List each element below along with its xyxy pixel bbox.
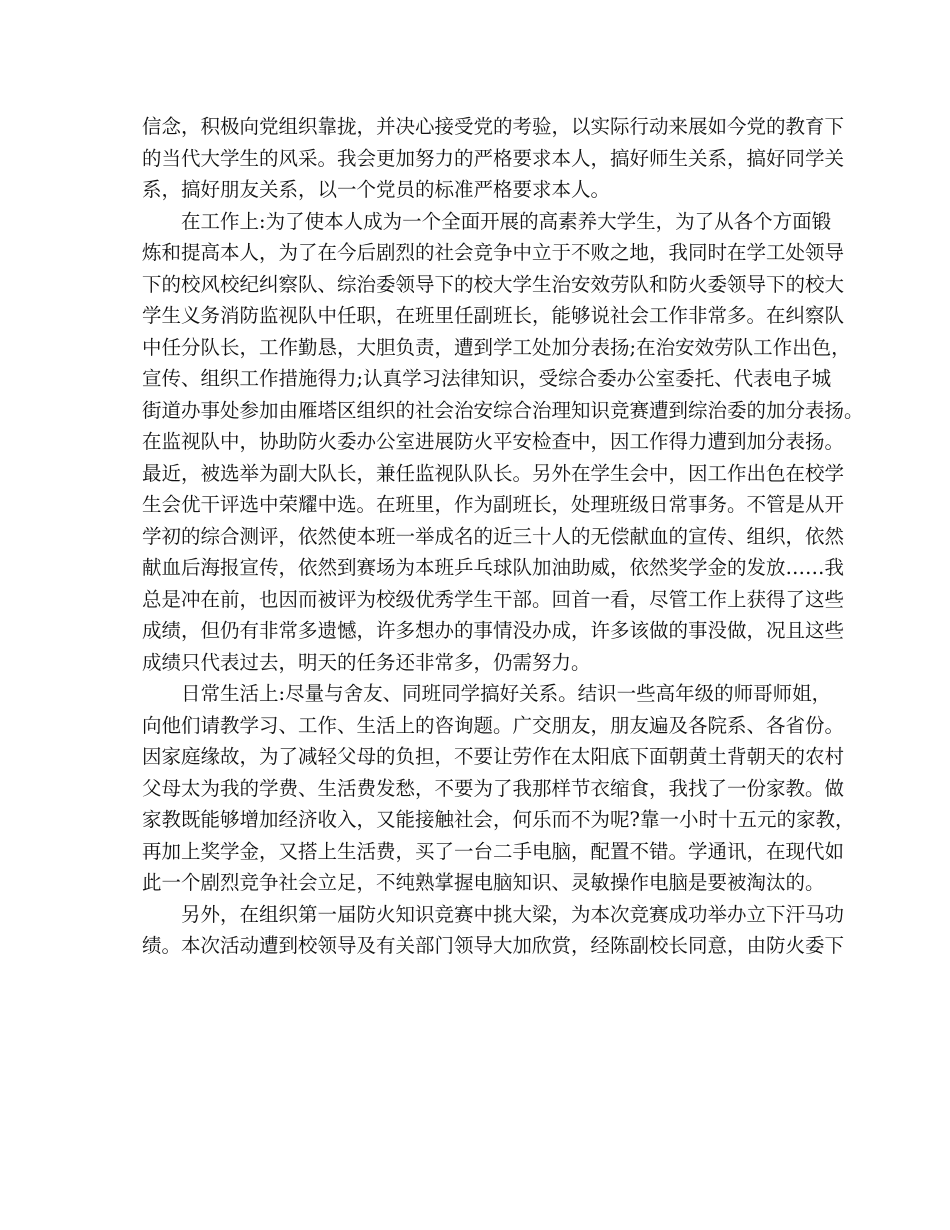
text-line: 因家庭缘故，为了减轻父母的负担，不要让劳作在太阳底下面朝黄土背朝天的农村 bbox=[142, 745, 845, 768]
text-line: 再加上奖学金，又搭上生活费，买了一台二手电脑，配置不错。学通讯，在现代如 bbox=[142, 839, 845, 863]
text-line: 献血后海报宣传，依然到赛场为本班乒乓球队加油助威，依然奖学金的发放……我 bbox=[142, 556, 845, 579]
text-line: 在监视队中，协助防火委办公室进展防火平安检查中，因工作得力遭到加分表扬。 bbox=[142, 430, 845, 453]
text-line: 宣传、组织工作措施得力;认真学习法律知识，受综合委办公室委托、代表电子城 bbox=[142, 367, 832, 390]
text-line: 最近，被选举为副大队长，兼任监视队队长。另外在学生会中，因工作出色在校学 bbox=[142, 461, 845, 485]
text-line: 生会优干评选中荣耀中选。在班里，作为副班长，处理班级日常事务。不管是从开 bbox=[142, 493, 845, 516]
text-line: 学初的综合测评，依然使本班一举成名的近三十人的无偿献血的宣传、组织，依然 bbox=[142, 524, 845, 548]
paragraph-start-line: 另外，在组织第一届防火知识竞赛中挑大梁，为本次竞赛成功举办立下汗马功 bbox=[181, 902, 845, 926]
paragraph-start-line: 日常生活上:尽量与舍友、同班同学搞好关系。结识一些高年级的师哥师姐， bbox=[181, 682, 832, 705]
paragraph-start-line: 在工作上:为了使本人成为一个全面开展的高素养大学生，为了从各个方面锻 bbox=[181, 209, 832, 233]
text-line: 此一个剧烈竞争社会立足，不纯熟掌握电脑知识、灵敏操作电脑是要被淘汰的。 bbox=[142, 871, 825, 894]
text-line: 炼和提高本人，为了在今后剧烈的社会竞争中立于不败之地，我同时在学工处领导 bbox=[142, 241, 845, 264]
text-line: 家教既能够增加经济收入，又能接触社会，何乐而不为呢?靠一小时十五元的家教， bbox=[142, 808, 855, 831]
text-line: 信念，积极向党组织靠拢，并决心接受党的考验，以实际行动来展如今党的教育下 bbox=[142, 115, 845, 138]
text-line: 向他们请教学习、工作、生活上的咨询题。广交朋友，朋友遍及各院系、各省份。 bbox=[142, 713, 845, 737]
text-line: 下的校风校纪纠察队、综治委领导下的校大学生治安效劳队和防火委领导下的校大 bbox=[142, 272, 845, 296]
text-line: 绩。本次活动遭到校领导及有关部门领导大加欣赏，经陈副校长同意，由防火委下 bbox=[142, 934, 845, 957]
text-line: 父母太为我的学费、生活费发愁，不要为了我那样节衣缩食，我找了一份家教。做 bbox=[142, 776, 845, 800]
text-line: 的当代大学生的风采。我会更加努力的严格要求本人，搞好师生关系，搞好同学关 bbox=[142, 146, 845, 170]
text-line: 系，搞好朋友关系，以一个党员的标准严格要求本人。 bbox=[142, 178, 611, 201]
text-line: 总是冲在前，也因而被评为校级优秀学生干部。回首一看，尽管工作上获得了这些 bbox=[142, 587, 845, 611]
text-line: 成绩只代表过去，明天的任务还非常多，仍需努力。 bbox=[142, 650, 591, 674]
text-line: 成绩，但仍有非常多遗憾，许多想办的事情没办成，许多该做的事没做，况且这些 bbox=[142, 619, 845, 642]
document-body bbox=[142, 111, 864, 962]
text-line: 中任分队长，工作勤恳，大胆负责，遭到学工处加分表扬;在治安效劳队工作出色， bbox=[142, 335, 851, 359]
text-line: 学生义务消防监视队中任职，在班里任副班长，能够说社会工作非常多。在纠察队 bbox=[142, 304, 845, 327]
text-line: 街道办事处参加由雁塔区组织的社会治安综合治理知识竞赛遭到综治委的加分表扬。 bbox=[142, 398, 864, 422]
